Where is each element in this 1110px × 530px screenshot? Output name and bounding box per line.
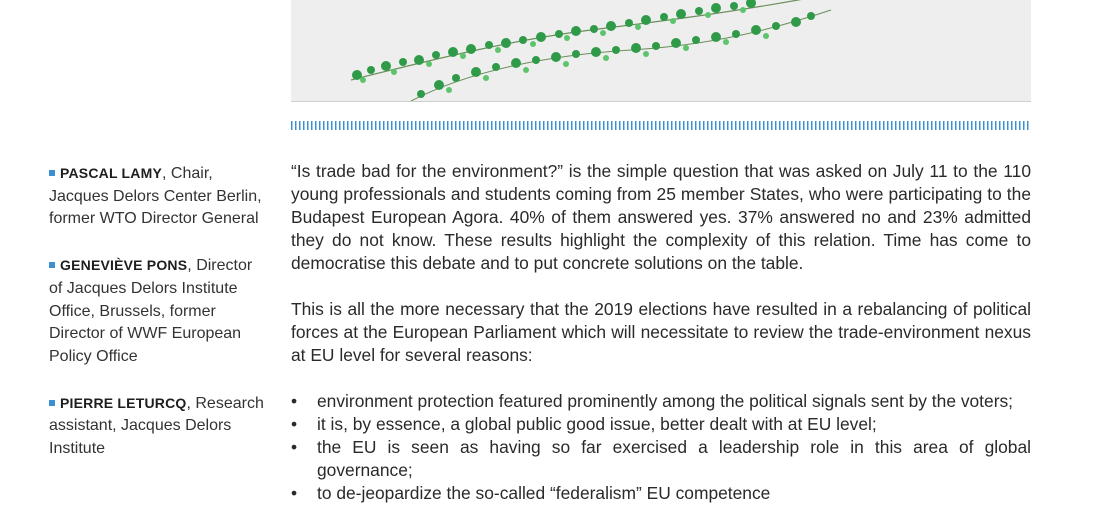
list-item bbox=[291, 390, 1031, 413]
bullet-dot-icon: • bbox=[291, 414, 298, 434]
author-name: GENEVIÈVE PONS bbox=[60, 257, 188, 274]
author-description: , Chair, Jacques Delors Center Berlin, former WTO Director General bbox=[49, 165, 262, 228]
reasons-list bbox=[291, 390, 1031, 505]
author-name: PASCAL LAMY bbox=[60, 165, 163, 181]
header-photo-ivy-wall bbox=[291, 0, 1031, 102]
bullet-dot-icon: • bbox=[291, 391, 298, 411]
bullet-square-icon bbox=[49, 262, 55, 268]
main-text bbox=[291, 160, 1031, 505]
author-name: PIERRE LETURCQ bbox=[60, 394, 187, 411]
author-description: , Research assistant, Jacques Delors Institute bbox=[49, 394, 264, 458]
list-item bbox=[291, 482, 1031, 505]
bullet-square-icon bbox=[49, 170, 55, 176]
author-entry bbox=[49, 162, 264, 231]
bullet-dot-icon: • bbox=[291, 483, 298, 503]
list-item-text: it is, by essence, a global public good issue, better dealt with at EU level; bbox=[317, 414, 877, 434]
intro-paragraph: “Is trade bad for the environment?” is the simple question that was asked on July 11 to the 110 young professionals and students coming from 25 member States, who were participating to the Budapest European Agora. 40% of them answered yes. 37% answered no and 23% admitted they do not know. These results highlight the complexity of this relation. Time has come to democratise this debate and to put concrete solutions on the table. bbox=[291, 161, 1031, 273]
list-item bbox=[291, 436, 1031, 482]
list-item-text: the EU is seen as having so far exercised a leadership role in this area of global governance; bbox=[317, 437, 1031, 480]
section-divider bbox=[291, 121, 1031, 130]
context-paragraph: This is all the more necessary that the 2019 elections have resulted in a rebalancing of political forces at the European Parliament which will necessitate to review the trade-environment nexus at EU level for several reasons: bbox=[291, 299, 1031, 365]
author-entry bbox=[49, 254, 264, 369]
list-item-text: to de-jeopardize the so-called “federalism” EU competence bbox=[317, 483, 771, 503]
bullet-square-icon bbox=[49, 400, 55, 406]
list-item-text: environment protection featured prominently among the political signals sent by the voters; bbox=[317, 391, 1014, 411]
list-item bbox=[291, 413, 1031, 436]
authors-sidebar bbox=[49, 162, 264, 484]
bullet-dot-icon: • bbox=[291, 437, 298, 457]
author-entry bbox=[49, 392, 264, 461]
author-description: , Director of Jacques Delors Institute Office, Brussels, former Director of WWF European Policy Office bbox=[49, 257, 253, 365]
